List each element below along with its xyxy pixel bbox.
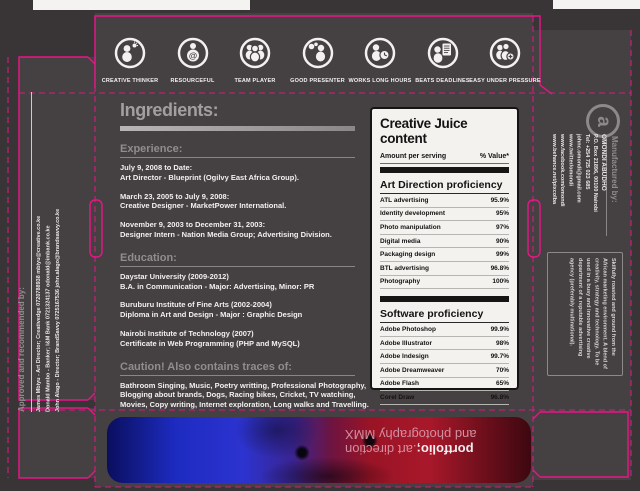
nutrition-row-name: Adobe Dreamweaver	[380, 366, 445, 374]
portfolio-line1	[345, 442, 515, 457]
team-player-icon	[238, 36, 272, 75]
education-heading: Education:	[120, 252, 355, 267]
percent-value-label: % Value*	[479, 153, 509, 160]
trait-label: EASY UNDER PRESSURE	[469, 78, 541, 84]
trait-resourceful	[163, 36, 223, 94]
entry-role: B.A. in Communication - Major: Advertising, Minor: PR	[120, 281, 315, 291]
nutrition-row-value: 99%	[495, 251, 509, 259]
nutrition-row	[380, 221, 509, 235]
product-description-box	[547, 252, 623, 376]
good-presenter-icon	[301, 36, 335, 75]
trait-label: BEATS DEADLINES	[415, 78, 470, 84]
nutrition-row	[380, 391, 509, 405]
nutrition-title: Creative Juice content	[380, 116, 468, 146]
trait-creative-thinker	[100, 36, 160, 94]
trait-easy-under-pressure	[469, 36, 541, 94]
bottom-left-flap-bg	[19, 408, 95, 478]
beats-deadlines-icon	[426, 36, 460, 75]
entry-role: Designer Intern - Nation Media Group; Advertising Division.	[120, 229, 332, 239]
nutrition-row-name: Identity development	[380, 210, 446, 218]
contact-line: johnc.omondi@gmail.com	[575, 134, 582, 203]
art-direction-text: .art direction	[345, 442, 417, 457]
nutrition-row-value: 95%	[495, 210, 509, 218]
nutrition-row-value: 95.9%	[490, 196, 509, 204]
trait-label: GOOD PRESENTER	[290, 78, 345, 84]
nutrition-row-value: 97%	[495, 223, 509, 231]
logo-letter: a	[592, 115, 614, 127]
ingredients-bar	[120, 126, 355, 131]
nutrition-row	[380, 364, 509, 378]
contact-line: www.facebook.com/omondi	[559, 134, 566, 207]
education-entry	[120, 329, 360, 349]
portfolio-line2: and photography MMX	[345, 427, 477, 442]
nutrition-row-value: 96.8%	[490, 393, 509, 401]
nutrition-row-name: Adobe Illustrator	[380, 339, 433, 347]
trait-label: WORKS LONG HOURS	[348, 78, 412, 84]
nutrition-row-value: 98%	[495, 339, 509, 347]
omondi-logo	[586, 104, 620, 138]
entry-role: Art Director - Blueprint (Ogilvy East Africa Group).	[120, 172, 299, 182]
entry-period: November 9, 2003 to December 31, 2003:	[120, 220, 266, 230]
education-entry	[120, 272, 360, 292]
amount-per-serving-label: Amount per serving	[380, 153, 447, 160]
entry-period: Nairobi Institute of Technology (2007)	[120, 328, 254, 338]
referee-line: James Mbiyu - Art Director; Creativedge 0720788938 mbiyu@creative.co.ke	[36, 215, 42, 412]
nutrition-row-name: Adobe Flash	[380, 380, 420, 388]
nutrition-row	[380, 323, 509, 337]
nutrition-row-name: Adobe Photoshop	[380, 325, 436, 333]
page-edge-top-left	[33, 0, 250, 10]
contact-line: OMONDI ABUDHO	[600, 134, 607, 191]
ingredients-section	[120, 100, 369, 410]
nutrition-row-value: 96.8%	[490, 264, 509, 272]
nutrition-row	[380, 337, 509, 351]
easy-under-pressure-icon	[488, 36, 522, 75]
nutrition-divider-bar	[380, 296, 509, 302]
nutrition-row-name: Adobe Indesign	[380, 353, 429, 361]
nutrition-row-name: Packaging design	[380, 251, 436, 259]
entry-role: Creative Designer - MarketPower International.	[120, 201, 287, 211]
entry-period: Daystar University (2009-2012)	[120, 271, 229, 281]
nutrition-section-title: Software proficiency	[380, 308, 509, 323]
nutrition-row-name: Photo manipulation	[380, 223, 441, 231]
trait-label: CREATIVE THINKER	[101, 78, 159, 84]
ingredients-title: Ingredients:	[120, 100, 219, 120]
nutrition-row-value: 65%	[495, 380, 509, 388]
nutrition-row-value: 100%	[492, 278, 509, 286]
entry-period: March 23, 2005 to July 9, 2008:	[120, 191, 230, 201]
nutrition-row	[380, 194, 509, 208]
product-description-text: Skilfully roasted and ground from the African marketing environment. A blend of creativity, strategy and technology. To be used in a busy and innovative creative department of a reputable advertising agency (preferably multinational).	[568, 258, 616, 369]
caution-heading: Caution! Also contains traces of:	[120, 361, 355, 376]
entry-period: July 9, 2008 to Date:	[120, 163, 193, 172]
nutrition-row	[380, 350, 509, 364]
referee-line: John Alago - Director; BrandSavvy 0725167536 john.alago@brandsavvy.co.ke	[55, 208, 61, 412]
manufactured-by-heading: Manufactured by:	[610, 136, 619, 203]
creative-thinker-icon	[113, 36, 147, 75]
experience-entry	[120, 220, 360, 240]
contact-line: Tel: +254 725 023 685	[583, 134, 590, 190]
contact-line: www.twitter/omondi	[567, 134, 574, 187]
referee-line: Donald Mambo - Banker; I&M Bank 0721324137 odonald@imbank.co.ke	[45, 225, 52, 412]
nutrition-row-name: Digital media	[380, 237, 421, 245]
contact-line: www.behance.net/pixcolba	[550, 134, 557, 205]
nutrition-row-name: Photography	[380, 278, 421, 286]
nutrition-row-name: ATL advertising	[380, 196, 429, 204]
trait-works-long-hours	[350, 36, 410, 94]
nutrition-row-value: 90%	[495, 237, 509, 245]
manufacturer-contact-block	[551, 134, 608, 268]
nutrition-row-name: Corel Draw	[380, 393, 415, 401]
education-entry	[120, 300, 360, 320]
caution-text: Bathroom Singing, Music, Poetry writting, Professional Photography, Blogging about brands, Dogs, Racing bikes, Cricket, TV watching, Movies, Copy writing, Internet exploration, Long walks and Travelling.	[120, 380, 369, 410]
nutrition-row	[380, 248, 509, 262]
nutrition-row-value: 70%	[495, 366, 509, 374]
approved-by-heading: Approved and recommended by:	[16, 92, 32, 412]
creative-juice-content-box	[370, 107, 519, 401]
experience-entry	[120, 192, 360, 212]
nutrition-row	[380, 208, 509, 222]
nutrition-divider-bar	[380, 167, 509, 173]
portfolio-banner-text	[345, 427, 515, 457]
nutrition-sections	[380, 179, 509, 405]
experience-entry	[120, 163, 360, 183]
entry-role: Certificate in Web Programming (PHP and MySQL)	[120, 338, 300, 348]
nutrition-row	[380, 378, 509, 392]
nutrition-section-title: Art Direction proficiency	[380, 179, 509, 194]
trait-label: TEAM PLAYER	[234, 78, 276, 84]
trait-label: RESOURCEFUL	[170, 78, 215, 84]
resourceful-icon	[176, 36, 210, 75]
nutrition-row-value: 99.9%	[490, 325, 509, 333]
trait-good-presenter	[288, 36, 348, 94]
trait-beats-deadlines	[413, 36, 473, 94]
entry-role: Diploma in Art and Design - Major : Graphic Design	[120, 310, 303, 320]
works-long-hours-icon	[363, 36, 397, 75]
traits-row	[100, 36, 541, 94]
portfolio-photo-banner	[107, 417, 531, 483]
svg-text:@: @	[188, 50, 197, 61]
approved-by-block	[16, 92, 70, 412]
nutrition-row	[380, 276, 509, 290]
portfolio-word: portfolio;	[416, 442, 474, 457]
page-edge-top-right	[553, 0, 640, 9]
nutrition-row-name: BTL advertising	[380, 264, 430, 272]
experience-heading: Experience:	[120, 143, 355, 158]
contact-line: P.O. Box 21896, 00100 Nairobi	[592, 134, 598, 212]
nutrition-column-headers	[380, 153, 509, 164]
entry-period: Buruburu Institute of Fine Arts (2002-2004)	[120, 300, 272, 310]
nutrition-row	[380, 262, 509, 276]
nutrition-row	[380, 235, 509, 249]
trait-team-player	[225, 36, 285, 94]
nutrition-row-value: 99.7%	[490, 353, 509, 361]
